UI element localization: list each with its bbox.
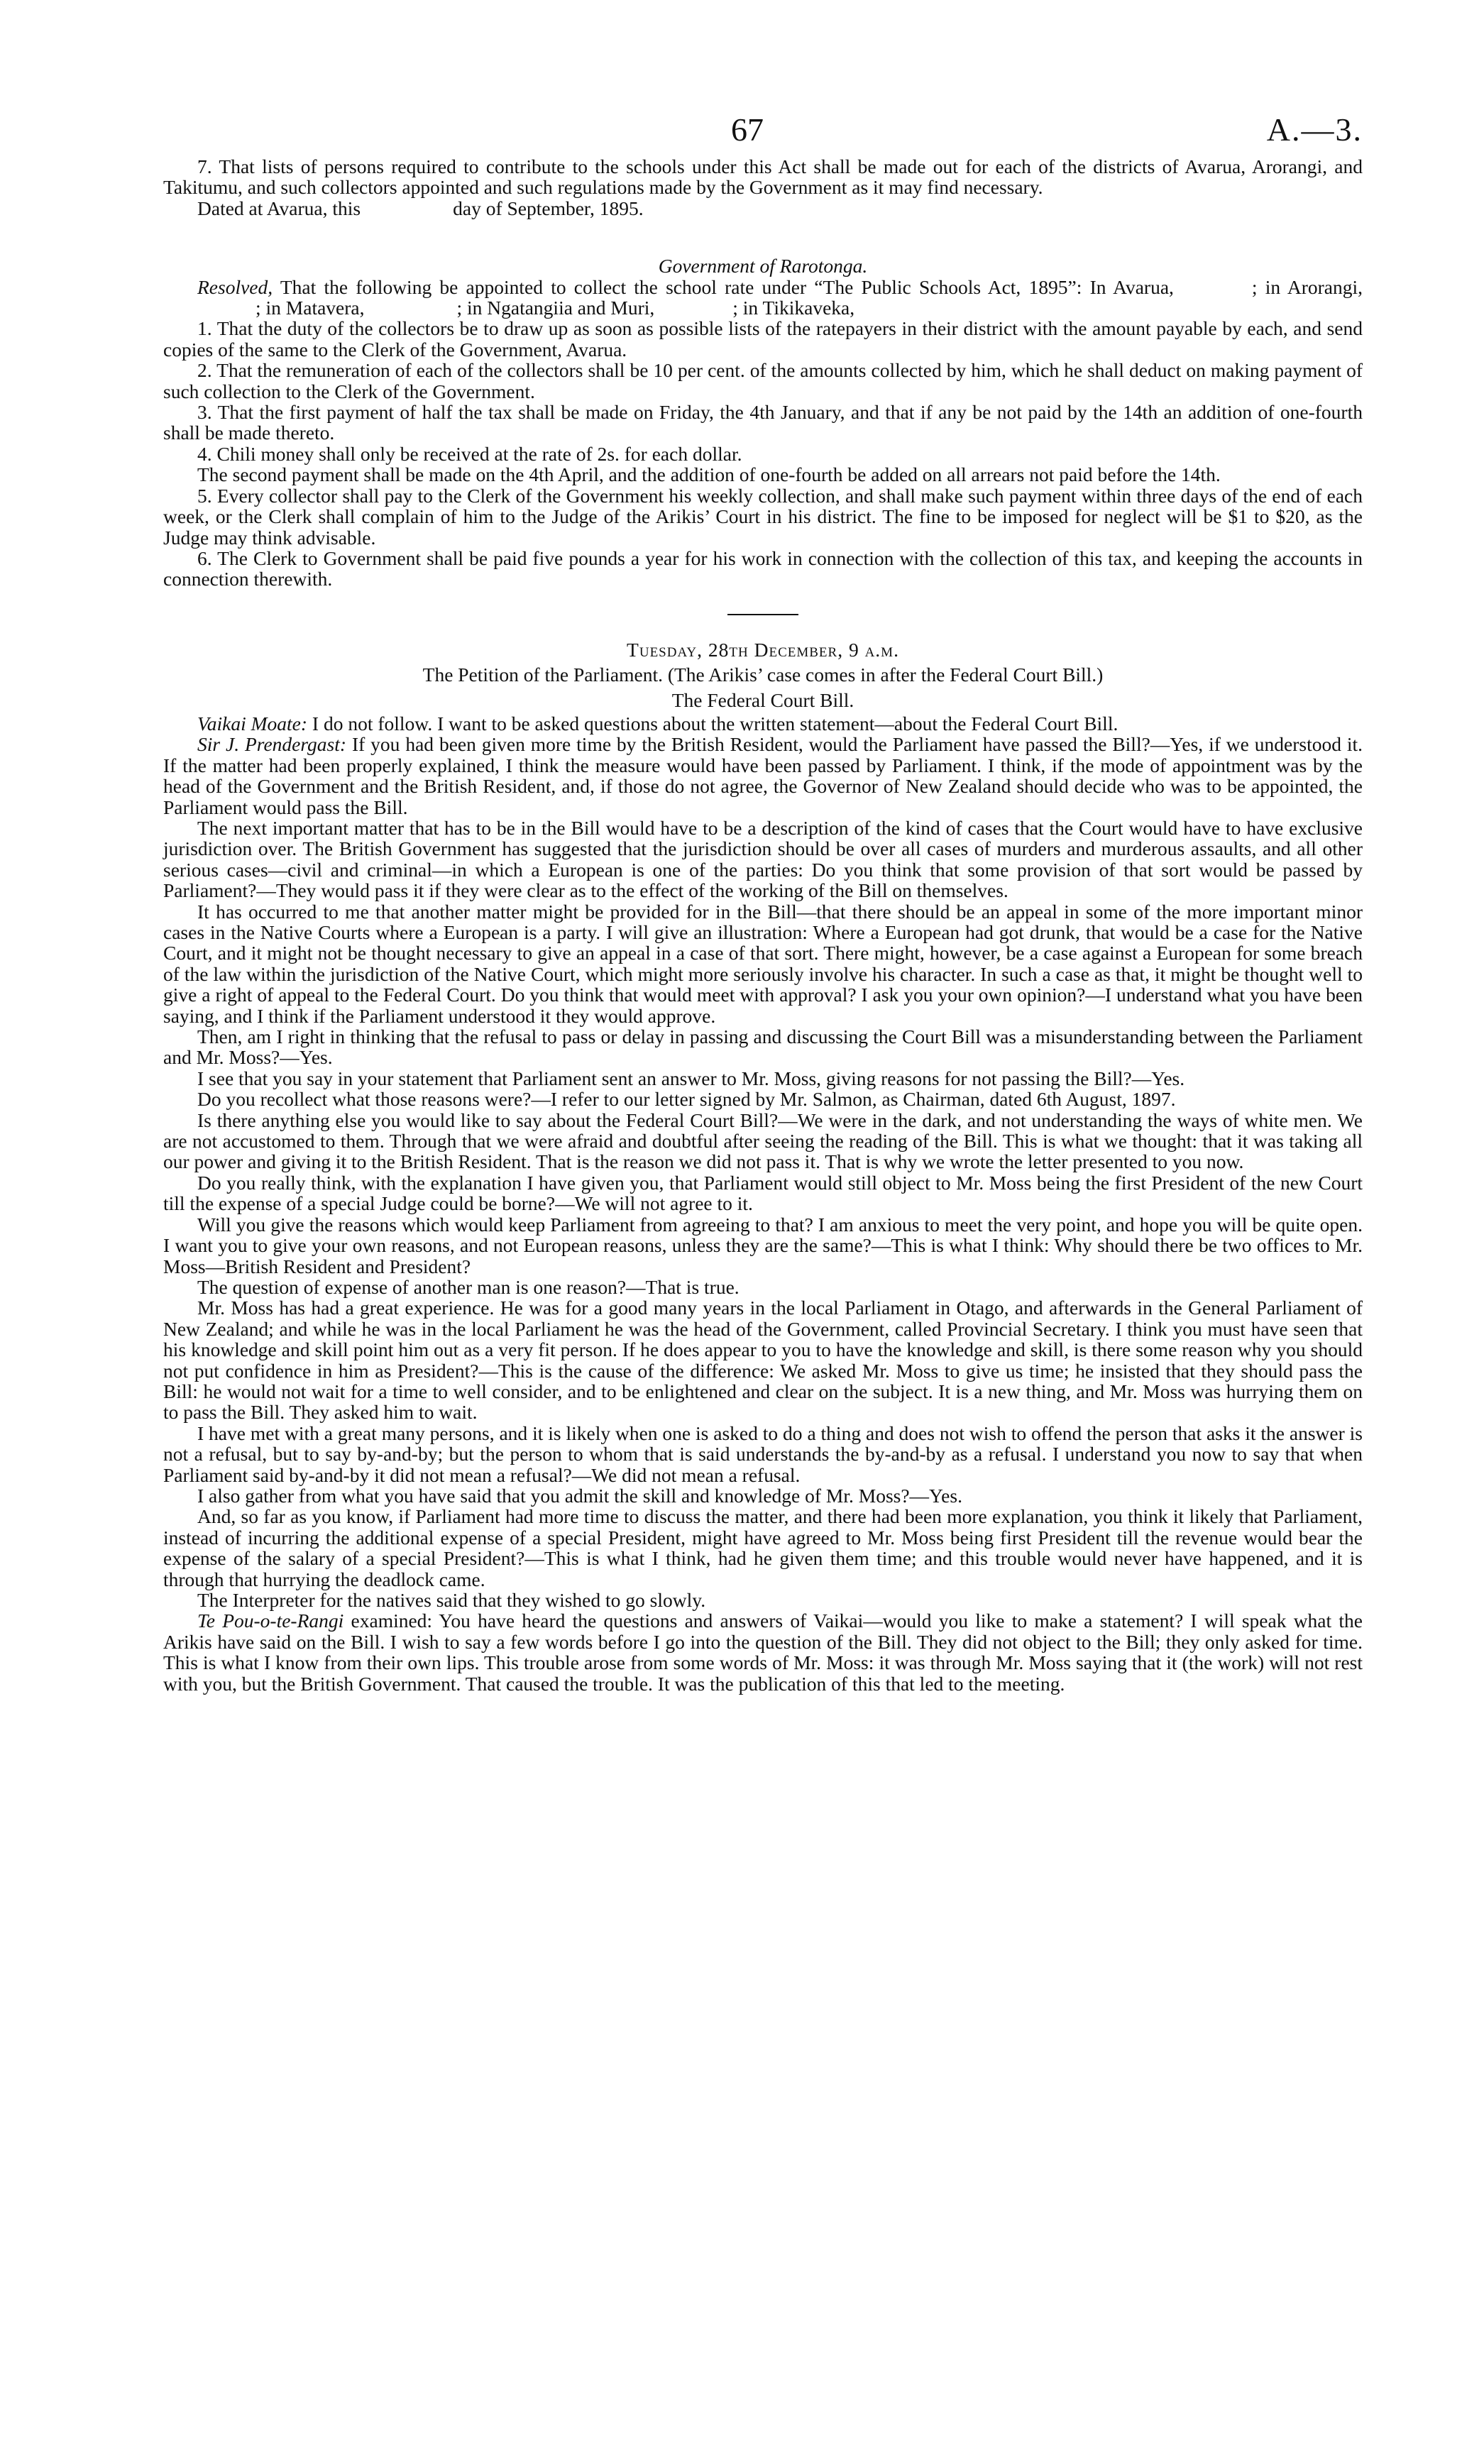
testimony-paragraph: Then, am I right in thinking that the refusal to pass or delay in passing and discussing the Court Bill was a misunderstanding between the Parliament and Mr. Moss?—Yes. (163, 1025, 1363, 1069)
resolution-item: 4. Chili money shall only be received at the rate of 2s. for each dollar. (197, 442, 742, 465)
session-date: Tuesday, 28th December, 9 a.m. (627, 638, 899, 661)
testimony-paragraph: Do you recollect what those reasons were?—I refer to our letter signed by Mr. Salmon, as Chairman, dated 6th August, 1897. (197, 1088, 1176, 1111)
testimony-paragraph: Will you give the reasons which would keep Parliament from agreeing to that? I am anxious to meet the very point, and hope you will be quite open. I want you to give your own reasons, and not European reasons, unless they are the same?—This is what I think: Why should there be two offices to Mr. Moss—British Resident and President? (163, 1213, 1363, 1277)
resolution-part: ; in Arorangi, (1251, 275, 1363, 298)
testimony-paragraph: I have met with a great many persons, and it is likely when one is asked to do a thing and does not wish to offend the person that asks it the answer is not a refusal, but to say by-and-by; but the person to whom that is said understands the by-and-by as a refusal. I understand you now to say that when Parliament said by-and-by it did not mean a refusal?—We did not mean a refusal. (163, 1421, 1363, 1486)
resolution-item: 3. That the first payment of half the tax shall be made on Friday, the 4th January, and that if any be not paid by the 14th an addition of one-fourth shall be made thereto. (163, 401, 1363, 444)
speaker-name: Sir J. Prendergast: (197, 733, 347, 756)
speaker-name: Vaikai Moate: (197, 712, 308, 735)
page-header (163, 111, 1363, 156)
resolution-item: 2. That the remuneration of each of the collectors shall be 10 per cent. of the amounts collected by him, which he shall deduct on making payment of such collection to the Clerk of the Government. (163, 359, 1363, 402)
testimony-paragraph: It has occurred to me that another matter might be provided for in the Bill—that there should be an appeal in some of the more important minor cases in the Native Courts where a European is a party. I will give an illustration: Where a European had got drunk, that would be a case for the Native Court, and it might not be thought necessary to give an appeal in a case of that sort. There might, however, be a case against a European for some breach of the law within the jurisdiction of the Native Court, which might more seriously involve his character. In such a case as that, it might be thought well to give a right of appeal to the Federal Court. Do you think that would meet with approval? I ask you your own opinion?—I understand what you have been saying, and I think if the Parliament understood it they would approve. (163, 900, 1363, 1027)
page-number: 67 (731, 111, 764, 148)
document-page (163, 111, 1363, 1695)
testimony-paragraph: The next important matter that has to be in the Bill would have to be a description of the kind of cases that the Court would have to have exclusive jurisdiction over. The British Government has suggested that the jurisdiction should be over all cases of murders and murderous assaults, and all other serious cases—civil and criminal—in which a European is one of the parties: Do you think that some provision of that sort would be passed by Parliament?—They would pass it if they were clear as to the effect of the working of the Bill on themselves. (163, 816, 1363, 902)
testimony-paragraph: Mr. Moss has had a great experience. He was for a good many years in the local Parliament in Otago, and afterwards in the General Parliament of New Zealand; and while he was in the local Parliament he was the head of the Government, called Provincial Secretary. I think you must have seen that his knowledge and skill point him out as a very fit person. If he does appear to you to have the knowledge and skill, is there some reason why you should not put confidence in him as President?—This is the cause of the difference: We asked Mr. Moss to give us time; he insisted that they should pass the Bill: he would not wait for a time to well consider, and to be enlightened and clear on the subject. It is a new thing, and Mr. Moss was hurrying them on to pass the Bill. They asked him to wait. (163, 1297, 1363, 1424)
dated-line (163, 198, 1363, 219)
bill-title: The Federal Court Bill. (671, 688, 854, 711)
resolution-part: ; in Matavera, (255, 297, 365, 319)
resolution-item: 6. The Clerk to Government shall be paid five pounds a year for his work in connection with the collection of this tax, and keeping the accounts in connection therewith. (163, 546, 1363, 590)
resolution-item: 1. That the duty of the collectors be to draw up as soon as possible lists of the ratepayers in their district with the amount payable by each, and send copies of the same to the Clerk of the Government, Avarua. (163, 317, 1363, 361)
testimony-paragraph: The Interpreter for the natives said that they wished to go slowly. (197, 1589, 706, 1611)
testimony-paragraph: And, so far as you know, if Parliament had more time to discuss the matter, and there had been more explanation, you think it likely that Parliament, instead of incurring the additional expense of a special President, might have agreed to Mr. Moss being first President till the revenue would bear the expense of the salary of a special President?—This is what I think, had he given them time; and this trouble would never have happened, and it is through that hurrying the deadlock came. (163, 1505, 1363, 1590)
te-pou-statement (163, 1610, 1363, 1694)
speech-text: If you had been given more time by the British Resident, would the Parliament have passed the Bill?—Yes, if we understood it. If the matter had been properly explained, I think the measure would have been passed by Parliament. I think, if the mode of appointment was by the head of the Government and the British Resident, and, if those do not agree, the Governor of New Zealand should decide who was to be appointed, the Parliament would pass the Bill. (163, 733, 1363, 818)
resolution (163, 277, 1363, 319)
testimony-paragraph: The question of expense of another man is one reason?—That is true. (197, 1275, 740, 1298)
document-code: A.—3. (1266, 111, 1363, 148)
dated-prefix: Dated at Avarua, this (197, 197, 361, 219)
petition-line: The Petition of the Parliament. (The Arikis’ case comes in after the Federal Court Bill.) (422, 664, 1104, 686)
prendergast-question (163, 734, 1363, 818)
government-heading: Government of Rarotonga. (658, 255, 868, 277)
resolved-word: Resolved, (197, 275, 273, 298)
speech-text: I do not follow. I want to be asked questions about the written statement—about the Federal Court Bill. (312, 712, 1119, 735)
speech-text: examined: You have heard the questions and answers of Vaikai—would you like to make a statement? I will speak what the Arikis have said on the Bill. I wish to say a few words before I go into the question of the Bill. They did not object to the Bill; they only asked for time. This is what I know from their own lips. This trouble arose from some words of Mr. Moss: it was through Mr. Moss saying that it (the work) will not rest with you, but the British Government. That caused the trouble. It was the publication of this that led to the meeting. (163, 1610, 1363, 1695)
dated-suffix: day of September, 1895. (453, 197, 644, 219)
resolution-part: ; in Tikikaveka, (732, 297, 855, 319)
speaker-name: Te Pou-o-te-Rangi (197, 1610, 344, 1632)
testimony-paragraph: I also gather from what you have said that you admit the skill and knowledge of Mr. Moss?—Yes. (197, 1484, 962, 1507)
clause-7: 7. That lists of persons required to contribute to the schools under this Act shall be made out for each of the districts of Avarua, Arorangi, and Takitumu, and such collectors appointed and such regulations made by the Government as it may find necessary. (163, 155, 1363, 199)
resolution-part: ; in Ngatangiia and Muri, (456, 297, 655, 319)
resolution-item: 5. Every collector shall pay to the Clerk of the Government his weekly collection, and shall make such payment within three days of the end of each week, or the Clerk shall complain of him to the Judge of the Arikis’ Court in his district. The fine to be imposed for neglect will be $1 to $20, as the Judge may think advisable. (163, 484, 1363, 549)
resolution-item: The second payment shall be made on the 4th April, and the addition of one-fourth be added on all arrears not paid before the 14th. (197, 463, 1221, 486)
testimony-paragraph: I see that you say in your statement that Parliament sent an answer to Mr. Moss, giving reasons for not passing the Bill?—Yes. (197, 1067, 1185, 1089)
testimony-paragraph: Do you really think, with the explanation I have given you, that Parliament would still object to Mr. Moss being the first President of the new Court till the expense of a special Judge could be borne?—We will not agree to it. (163, 1171, 1363, 1215)
vaikai-statement (163, 713, 1363, 734)
testimony-paragraph: Is there anything else you would like to say about the Federal Court Bill?—We were in the dark, and not understanding the ways of white men. We are not accustomed to them. Through that we were afraid and doubtful after seeing the reading of the Bill. This is what we thought: that it was taking all our power and giving it to the British Resident. That is the reason we did not pass it. That is why we wrote the letter presented to you now. (163, 1109, 1363, 1173)
resolution-part: That the following be appointed to collect the school rate under “The Public Schools Act, 1895”: In Avarua, (280, 275, 1174, 298)
